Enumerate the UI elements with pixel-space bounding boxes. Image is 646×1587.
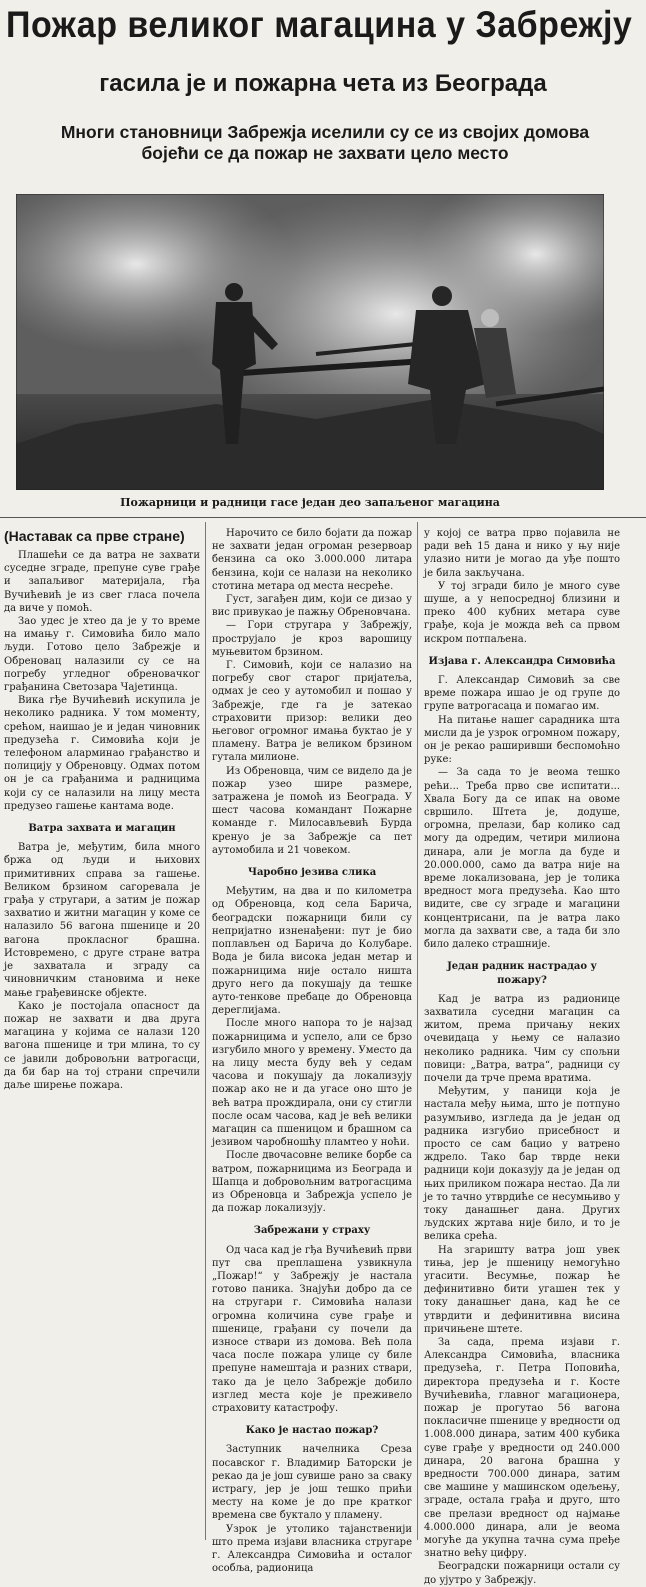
paragraph: У тој згради било је много суве шуше, а у непосредној близини и преко 400 кубних метара суве грађе, која је можда већ са првом искром потпаљена. <box>424 580 620 645</box>
section-heading: Ватра захвата и магацин <box>28 823 176 835</box>
paragraph: Г. Александар Симовић за све време пожара ишао је од групе до групе ватрогасаца и помагао им. <box>424 675 620 713</box>
paragraph: Заступник начелника Среза посавског г. Владимир Баторски је рекао да је још сувише рано за сваку истрагу, јер је још тешко прићи месту на коме је до пре кратког времена све буктало у пламену. <box>212 1444 412 1522</box>
paragraph: Зао удес је хтео да је у то време на имању г. Симовића било мало људи. Готово цело Забрежје и Обреновац налазили су се на погребу угледног обреновачког грађанина Светозара Чајетинца. <box>4 616 200 694</box>
column-2 <box>212 527 412 1575</box>
paragraph: Кад је ватра из радионице захватила суседни магацин са житом, према причању неких очевидаца у њему се налазио неколико радника. Чим су спољни повици: „Ватра, ватра“, радници су почели да трче према вратима. <box>424 993 620 1084</box>
section-divider <box>0 517 646 518</box>
paragraph: На питање нашег сарадника шта мисли да је узрок огромном пожару, он је рекао раширивши беспомоћно руке: <box>424 714 620 766</box>
paragraph: Од часа кад је гђа Вучићевић први пут сва преплашена узвикнула „Пожар!“ у Забрежју је настала готово паника. Знајући добро да се на стругари г. Симовића налази огромна количина суве грађе и пшенице, грађани су почели да износе ствари из домова. Већ пола часа после пожара улице су биле препуне намештаја и разних ствари, тако да је цело Забрежје добило изглед места које је преживело страховиту катастрофу. <box>212 1244 412 1414</box>
paragraph: Међутим, у паници која је настала међу њима, што је потпуно разумљиво, изгледа да је један од радника изгубио присебност и просто се сам бацио у ватрено ждрело. Тако бар тврде неки радници који доказују да је један од њих приликом пожара нестао. Да ли је то тачно утврдиће се несумњиво у току данашњег дана. Других људских жртава није било, и то је велика срећа. <box>424 1086 620 1243</box>
paragraph: После двочасовне велике борбе са ватром, пожарницима из Београда и Шапца и добровољним ватрогасцима из Обреновца и Забрежја успело је да пожар локализују. <box>212 1150 412 1215</box>
paragraph: Нарочито се било бојати да пожар не захвати један огроман резервоар бензина са око 3.000.000 литара бензина, који се налази на неколико стотина метара од места несреће. <box>212 528 412 592</box>
paragraph: — Гори стругара у Забрежју, прострујало је кроз варошицу муњевитом брзином. <box>212 620 412 658</box>
section-heading: Чаробно језива слика <box>247 867 377 879</box>
paragraph: За сада, према изјави г. Александра Симовића, власника предузећа, г. Петра Поповића, директора предузећа и г. Косте Вучићевића, главног магационера, пожар је прогутао 56 вагона покласичне пшенице у вредности од 1.008.000 динара, затим 400 кубика суве грађе у вредности од 240.000 динара, 20 вагона брашна у вредности 700.000 динара, затим све машине у машинском одељењу, зграде, остала грађа и друго, што све прелази вредност од најмање 4.000.000 динара, али је веома могуће да укупна тачна сума пређе знатно већу цифру. <box>424 1336 620 1560</box>
column-divider-1 <box>205 522 206 1540</box>
column-3 <box>424 527 620 1587</box>
paragraph: — За сада то је веома тешко рећи... Треба прво све испитати... Хвала Богу да се ипак на овоме свршило. Штета је, додуше, огромна, прелази, бар колико сад могу да одредим, четири милиона динара, али је могла да буде и 20.000.000, само да ватра није на време локализована, јер је толика вредност мога предузећа. Као што видите, све су зграде и магацини концентрисани, па је ватра лако могла да захвати све, а тада би зло било далеко страшније. <box>424 767 620 951</box>
column-divider-2 <box>417 522 418 1540</box>
paragraph: Из Обреновца, чим се видело да је пожар узео шире размере, затражена је помоћ из Београда. У шест часова командант Пожарне команде г. Милосављевић Бурда кренуо је за Забрежје са пет аутомобила и 21 човеком. <box>212 765 412 856</box>
paragraph: Међутим, на два и по километра од Обреновца, код села Барича, београдски пожарници били су непријатно изненађени: пут је био поплављен од Барича до Колубаре. Вода је била висока један метар и пожарницима није остало ништа друго него да покушају да тешке ауто-тенкове пребаце до Обреновца дереглијама. <box>212 886 412 1017</box>
photo-caption: Пожарници и радници гасе један део запаљеног магацина <box>120 496 500 509</box>
subheadline: гасила је и пожарна чета из Београда <box>99 70 547 97</box>
paragraph: После много напора то је најзад пожарницима и успело, али се брзо изгубило много у времену. Уместо да на лицу места буду већ у седам часова и покушају да локализују пожар ако не и да угасе оно што је већ ватра прождирала, они су стигли после осам часова, кад је већ велики магацин са пшеницом и брашном са језивом чаробношћу пламтео у ноћи. <box>212 1018 412 1149</box>
paragraph: Ватра је, међутим, била много бржа од људи и њихових примитивних справа за гашење. Великом брзином сагоревала је грађа у стругари, а затим је пожар захватио и житни магацин у коме се налазило 56 вагона пшенице и 20 вагона прокласног брашна. Истовремено, с друге стране ватра је захватала и зграду са чиновничким становима и неке мање грађевинске објекте. <box>4 842 200 999</box>
paragraph: Београдски пожарници остали су до ујутро у Забрежју. <box>424 1561 620 1586</box>
paragraph: Плашећи се да ватра не захвати суседне зграде, препуне суве грађе и запаљивог материјала, гђа Вучићевић је из свег гласа почела да виче у помоћ. <box>4 550 200 614</box>
paragraph: Густ, загађен дим, који се дизао у вис привукао је пажњу Обреновчана. <box>212 594 412 619</box>
paragraph: Вика гђе Вучићевић искупила је неколико радника. У том моменту, срећом, наишао је и један чиновник предузећа г. Симовића који је телефоном аларминао грађанство и полицију у Обреновцу. Одмах потом он је са грађанима и радницима који су се налазили на лицу места предузео гашење кантама воде. <box>4 695 200 812</box>
paragraph: у којој се ватра прво појавила не ради већ 15 дана и нико у њу није улазио нити је могао да уђе пошто је била закључана. <box>424 528 620 579</box>
paragraph: На згаришту ватра још увек тиња, јер је пшеницу немогућно угасити. Весумње, пожар ће дефинитивно бити угашен тек у току данашњег дана, кад ће се утврдити и дефинитивна висина причињене штете. <box>424 1244 620 1335</box>
deck: Многи становници Забрежја иселили су се из својих домова бојећи се да пожар не захвати цело место <box>60 122 590 163</box>
section-heading: Забрежани у страху <box>253 1225 371 1237</box>
section-heading: Један радник настрадао у пожару? <box>447 961 597 986</box>
paragraph: Како је постојала опасност да пожар не захвати и два друга магацина у којима се налази 120 вагона пшенице и три млина, то су се јавили добровољни ватрогасци, да би бар на тој страни спречили даље ширење пожара. <box>4 1000 200 1091</box>
section-heading: Изјава г. Александра Симовића <box>428 655 616 667</box>
paragraph: Узрок је утолико тајанственији што према изјави власника стругаре г. Александра Симовића и осталог особља, радионица <box>212 1523 412 1575</box>
paragraph: Г. Симовић, који се налазио на погребу свог старог пријатеља, одмах је сео у аутомобил и пошао у Забрежје, где га је затекао страховити призор: велики део његовог огромног имања буктао је у пламену. Ватра је великом брзином гутала милионе. <box>212 660 412 764</box>
column-1 <box>4 527 200 1092</box>
continuation-label: (Наставак са прве стране) <box>4 528 185 544</box>
headline: Пожар великог магацина у Забрежју <box>6 4 633 46</box>
fire-photo <box>16 194 604 490</box>
section-heading: Како је настао пожар? <box>245 1425 379 1437</box>
